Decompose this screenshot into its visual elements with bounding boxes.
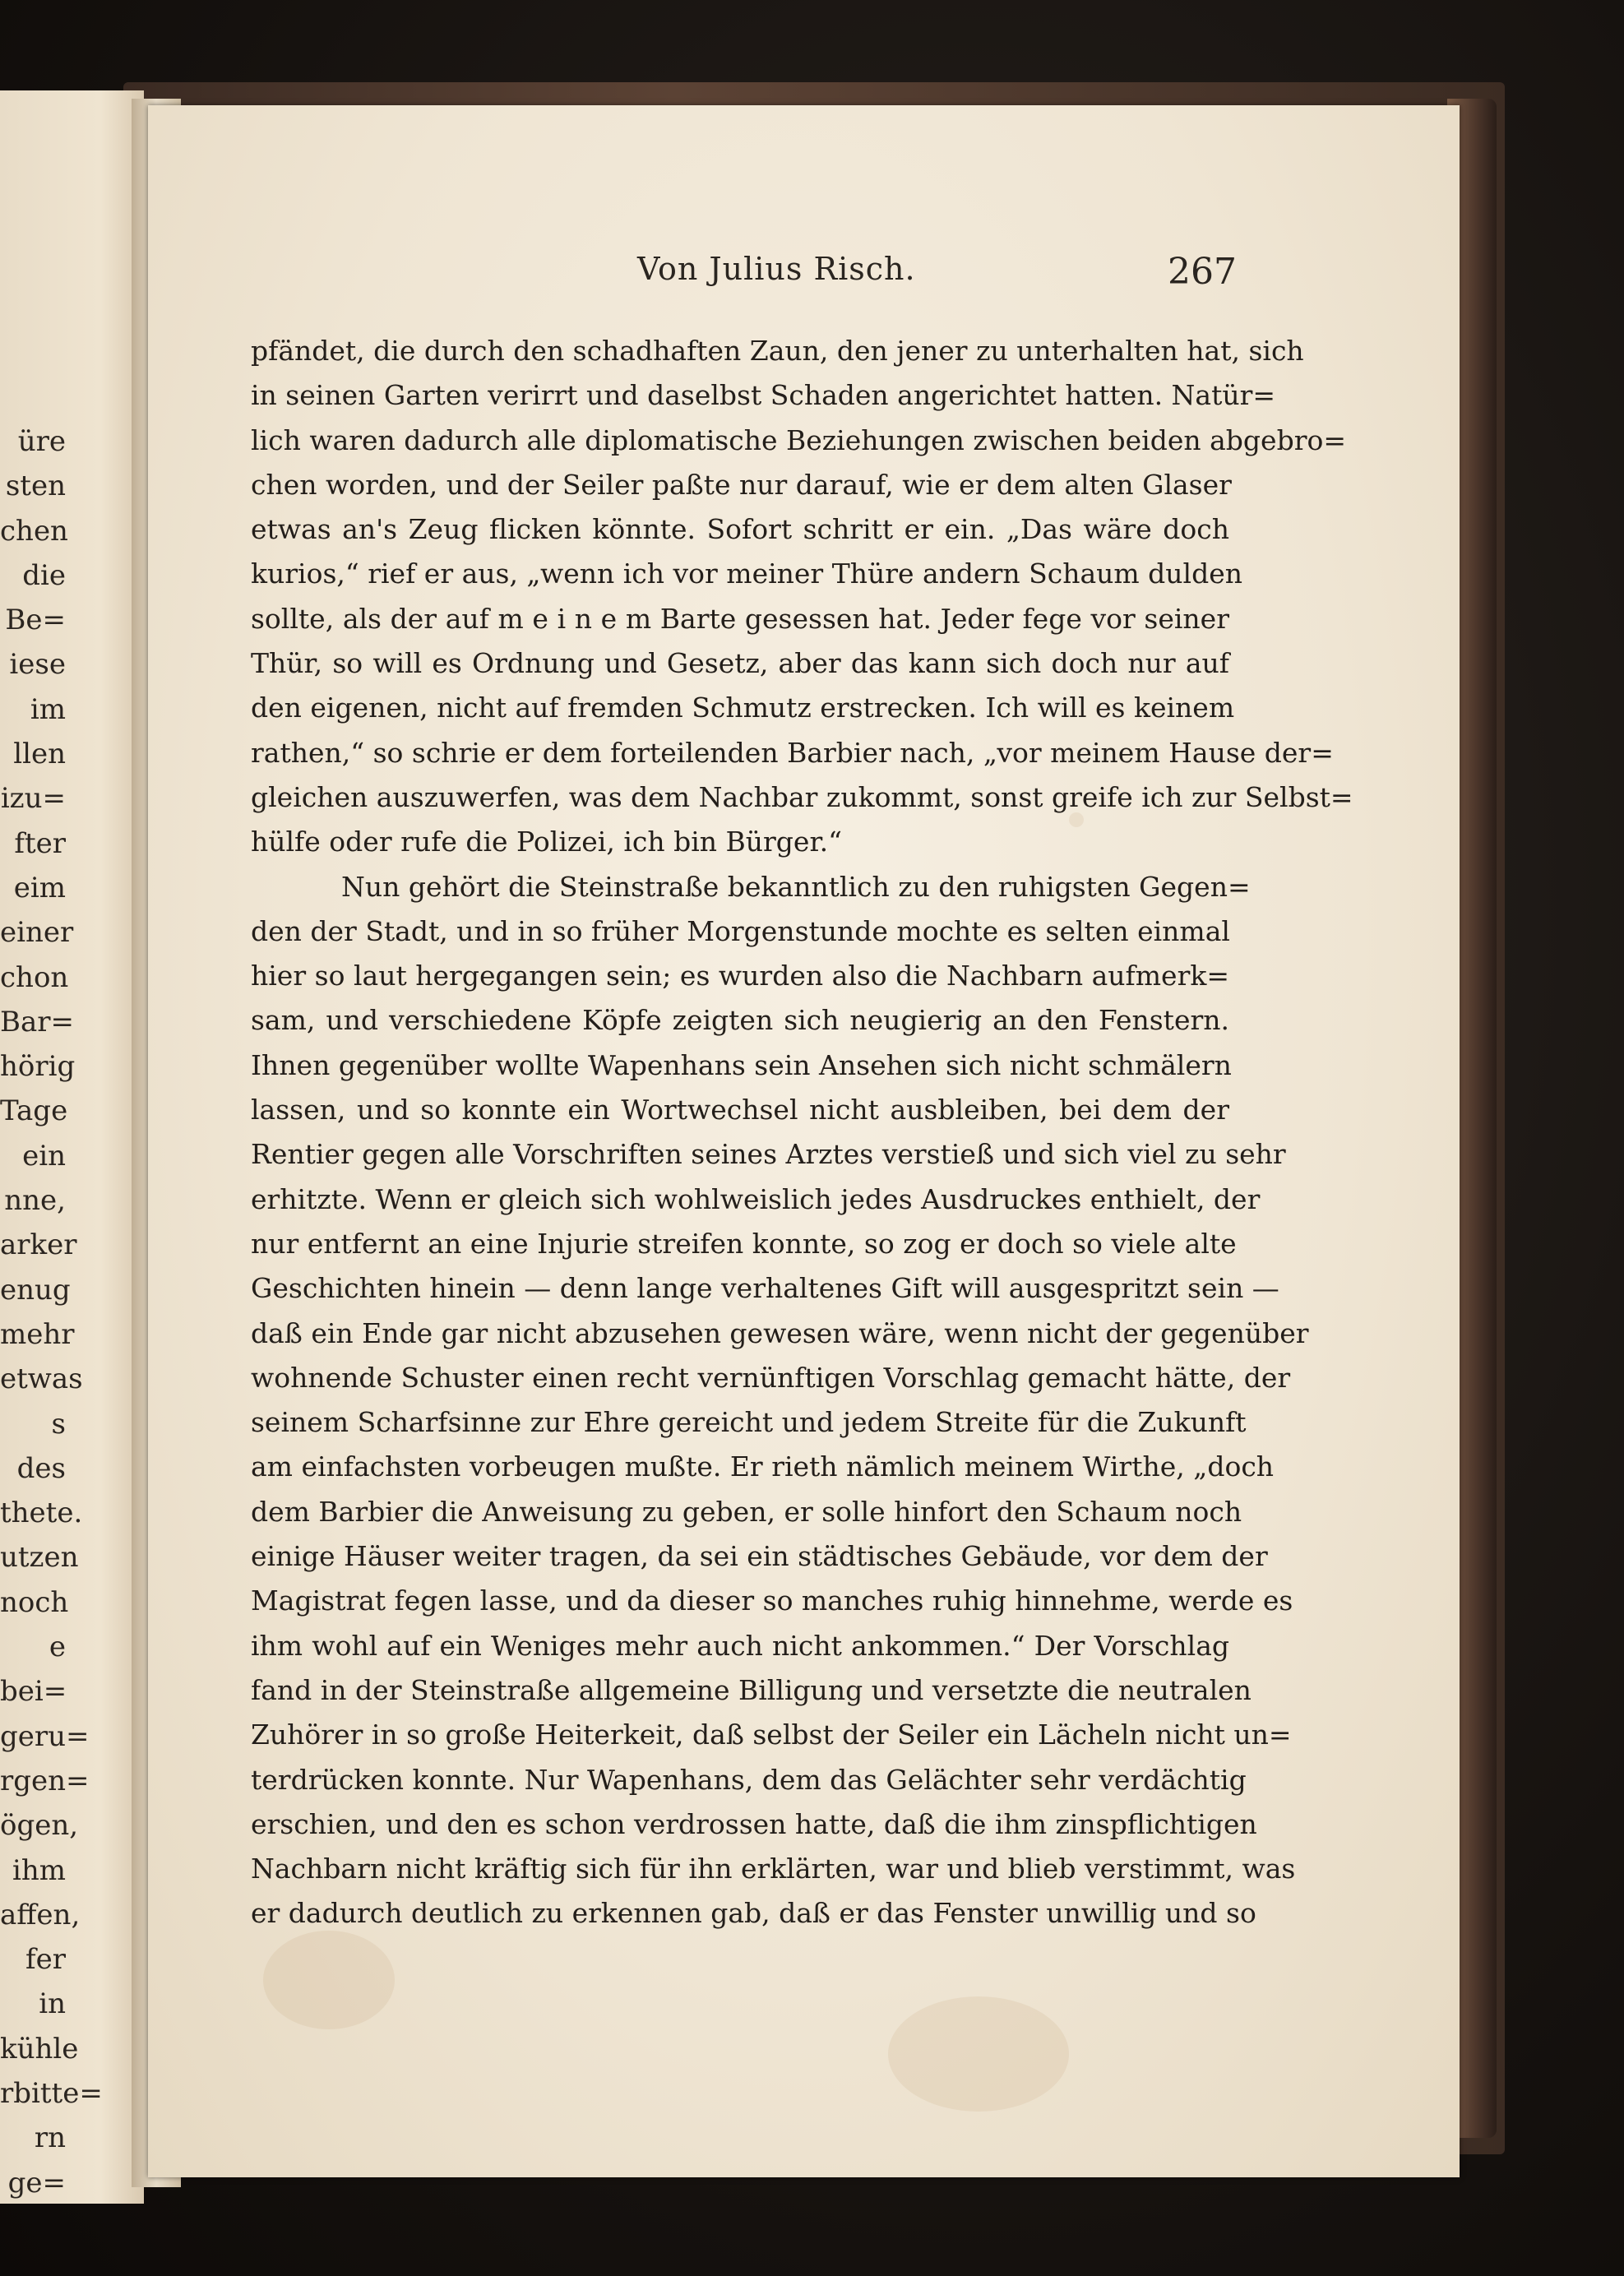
left-page — [0, 90, 144, 2204]
left-page-fragment: ein — [22, 1139, 66, 1173]
left-page-fragment: Bar= — [0, 1005, 74, 1039]
text-line: gleichen auszuwerfen, was dem Nachbar zukommt, sonst greife ich zur Selbst= — [251, 780, 1353, 813]
text-line: seinem Scharfsinne zur Ehre gereicht und jedem Streite für die Zukunft — [251, 1406, 1247, 1439]
left-page-fragment: llen — [13, 738, 66, 771]
text-line: Ihnen gegenüber wollte Wapenhans sein Ansehen sich nicht schmälern — [251, 1048, 1232, 1081]
left-page-fragment: sten — [5, 470, 66, 503]
left-page-fragment: einer — [0, 916, 74, 950]
left-page-fragment: die — [22, 558, 66, 592]
text-line: wohnende Schuster einen recht vernünftigen Vorschlag gemacht hätte, der — [251, 1361, 1291, 1394]
text-line: dem Barbier die Anweisung zu geben, er solle hinfort den Schaum noch — [251, 1495, 1242, 1528]
left-page-fragment: e bei= — [0, 1631, 67, 1709]
paper-stain — [888, 1996, 1069, 2112]
text-line: erschien, und den es schon verdrossen hatte, daß die ihm zinspflichtigen — [251, 1807, 1257, 1840]
left-page-fragment: affen, — [0, 1898, 81, 1931]
text-line: hier so laut hergegangen sein; es wurden also die Nachbarn aufmerk= — [251, 960, 1229, 992]
left-page-fragment: ögen, — [0, 1809, 79, 1843]
text-line: etwas an's Zeug flicken könnte. Sofort schritt er ein. „Das wäre doch — [251, 513, 1229, 546]
text-line: ihm wohl auf ein Weniges mehr auch nicht ankommen.“ Der Vorschlag — [251, 1629, 1229, 1662]
left-page-fragment: izu= — [0, 782, 66, 816]
text-line: den eigenen, nicht auf fremden Schmutz erstrecken. Ich will es keinem — [251, 692, 1235, 724]
text-line: Nun gehört die Steinstraße bekanntlich zu den ruhigsten Gegen= — [341, 870, 1251, 903]
left-page-fragment: arker — [0, 1228, 77, 1262]
left-page-fragment: Be= — [5, 604, 66, 637]
text-line: Nachbarn nicht kräftig sich für ihn erklärten, war und blieb verstimmt, was — [251, 1853, 1296, 1885]
text-line: hülfe oder rufe die Polizei, ich bin Bürger.“ — [251, 826, 842, 858]
text-line: Rentier gegen alle Vorschriften seines Arztes verstieß und sich viel zu sehr — [251, 1138, 1286, 1171]
left-page-fragment: iese — [9, 648, 66, 682]
paper-stain — [263, 1931, 395, 2029]
body-text — [251, 329, 1353, 1936]
text-line: sam, und verschiedene Köpfe zeigten sich neugierig an den Fenstern. — [251, 1004, 1229, 1037]
text-line: Zuhörer in so große Heiterkeit, daß selbst der Seiler ein Lächeln nicht un= — [251, 1719, 1292, 1751]
left-page-fragment: enug — [0, 1273, 71, 1307]
text-line: sollte, als der auf m e i n e m Barte gesessen hat. Jeder fege vor seiner — [251, 602, 1229, 635]
left-page-fragment: thete. — [0, 1497, 83, 1530]
page-number: 267 — [1168, 251, 1237, 293]
text-line: kurios,“ rief er aus, „wenn ich vor meiner Thüre andern Schaum dulden — [251, 557, 1242, 590]
text-line: pfändet, die durch den schadhaften Zaun, den jener zu unterhalten hat, sich — [251, 335, 1304, 367]
left-page-fragment: nne, — [4, 1184, 66, 1218]
left-page-fragment: ihm — [12, 1853, 66, 1887]
left-page-fragment: rgen= — [0, 1764, 90, 1797]
text-line: erhitzte. Wenn er gleich sich wohlweislich jedes Ausdruckes enthielt, der — [251, 1182, 1261, 1215]
left-page-fragment: üre — [17, 425, 66, 458]
left-page-fragment: rbitte= — [0, 2076, 103, 2110]
left-page-fragment: etwas — [0, 1362, 83, 1396]
text-line: rathen,“ so schrie er dem forteilenden Barbier nach, „vor meinem Hause der= — [251, 736, 1334, 769]
text-line: den der Stadt, und in so früher Morgenstunde mochte es selten einmal — [251, 914, 1230, 947]
left-page-fragment: utzen — [0, 1541, 79, 1575]
left-page-fragment: hörig — [0, 1050, 76, 1084]
left-page-fragment: noch — [0, 1585, 69, 1619]
text-line: in seinen Garten verirrt und daselbst Schaden angerichtet hatten. Natür= — [251, 379, 1276, 412]
text-line: nur entfernt an eine Injurie streifen konnte, so zog er doch so viele alte — [251, 1227, 1237, 1260]
left-page-fragment: chen — [0, 514, 68, 548]
page-header — [0, 251, 1624, 300]
text-line: fand in der Steinstraße allgemeine Billigung und versetzte die neutralen — [251, 1673, 1252, 1706]
text-line: Thür, so will es Ordnung und Gesetz, aber das kann sich doch nur auf — [251, 647, 1229, 680]
text-line: lich waren dadurch alle diplomatische Beziehungen zwischen beiden abgebro= — [251, 423, 1346, 456]
left-page-fragment: chon — [0, 960, 69, 994]
left-page-fragment: mehr — [0, 1317, 75, 1351]
left-page-fragment: im — [30, 692, 66, 726]
text-line: lassen, und so konnte ein Wortwechsel nicht ausbleiben, bei dem der — [251, 1094, 1229, 1126]
left-page-fragment: kühle — [0, 2032, 79, 2066]
text-line: terdrücken konnte. Nur Wapenhans, dem das Gelächter sehr verdächtig — [251, 1763, 1247, 1796]
text-line: am einfachsten vorbeugen mußte. Er rieth nämlich meinem Wirthe, „doch — [251, 1450, 1275, 1483]
left-page-fragment: s des — [16, 1407, 66, 1485]
text-line: daß ein Ende gar nicht abzusehen gewesen wäre, wenn nicht der gegenüber — [251, 1316, 1309, 1349]
left-page-fragment: fer in — [25, 1943, 66, 2021]
left-page-fragment: geru= — [0, 1719, 90, 1753]
left-page-text-fragments — [0, 419, 103, 2205]
text-line: er dadurch deutlich zu erkennen gab, daß er das Fenster unwillig und so — [251, 1897, 1256, 1930]
text-line: Geschichten hinein — denn lange verhaltenes Gift will ausgespritzt sein — — [251, 1272, 1279, 1305]
text-line: chen worden, und der Seiler paßte nur darauf, wie er dem alten Glaser — [251, 468, 1232, 501]
left-page-fragment: Tage — [0, 1094, 68, 1128]
left-page-fragment: rn ge= — [7, 2121, 66, 2200]
running-head: Von Julius Risch. — [637, 251, 916, 287]
text-line: Magistrat fegen lasse, und da dieser so manches ruhig hinnehme, werde es — [251, 1584, 1293, 1617]
left-page-fragment: eim — [13, 871, 66, 904]
left-page-fragment: fter — [14, 826, 66, 860]
text-line: einige Häuser weiter tragen, da sei ein städtisches Gebäude, vor dem der — [251, 1540, 1268, 1573]
